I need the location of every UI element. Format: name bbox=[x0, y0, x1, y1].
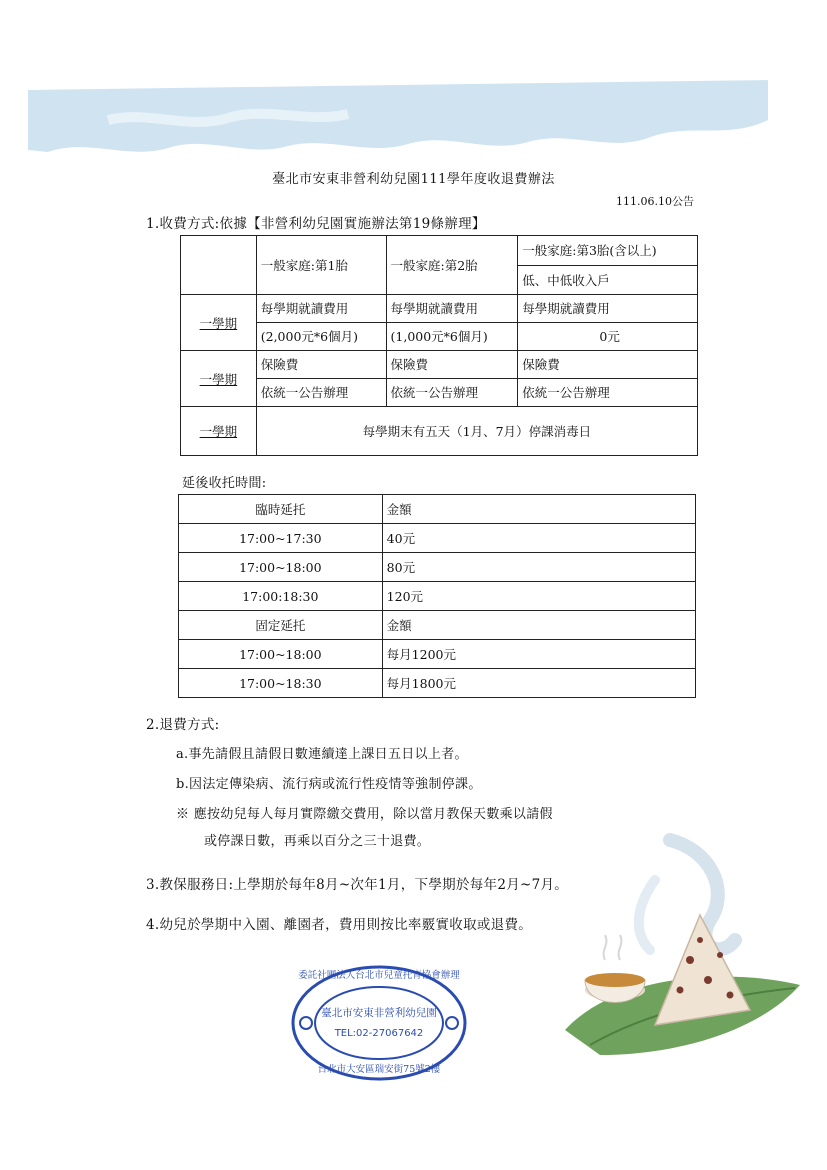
late-pickup-table bbox=[178, 494, 696, 698]
header-third-child: 一般家庭:第3胎(含以上) bbox=[518, 236, 698, 266]
refund-item-a: a.事先請假且請假日數連續達上課日五日以上者。 bbox=[176, 747, 468, 762]
tuition-label: 每學期就讀費用 bbox=[260, 301, 349, 316]
late-time: 臨時延托 bbox=[179, 495, 383, 524]
refund-note-line2: 或停課日數，再乘以百分之三十退費。 bbox=[204, 834, 431, 849]
late-amount: 金額 bbox=[382, 495, 695, 524]
insurance-note: 依統一公告辦理 bbox=[518, 378, 697, 406]
tuition-amount: 0元 bbox=[518, 322, 697, 350]
tuition-amount: (2,000元*6個月) bbox=[257, 322, 386, 350]
term-label: 一學期 bbox=[181, 295, 257, 351]
section-1-heading: 1.收費方式:依據【非營利幼兒園實施辦法第19條辦理】 bbox=[146, 216, 486, 232]
late-time: 17:00:18:30 bbox=[179, 582, 383, 611]
tuition-amount: (1,000元*6個月) bbox=[387, 322, 518, 350]
late-time: 17:00~18:30 bbox=[179, 669, 383, 698]
tuition-label: 每學期就讀費用 bbox=[522, 301, 610, 316]
fee-table bbox=[180, 235, 698, 456]
late-pickup-heading: 延後收托時間: bbox=[182, 476, 267, 491]
term-label: 一學期 bbox=[181, 351, 257, 407]
header-first-child: 一般家庭:第1胎 bbox=[256, 236, 386, 295]
tuition-label: 每學期就讀費用 bbox=[390, 301, 479, 316]
sky-banner bbox=[28, 80, 768, 170]
section-4-text: 4.幼兒於學期中入園、離園者，費用則按比率覈實收取或退費。 bbox=[146, 917, 533, 933]
insurance-label: 保險費 bbox=[522, 357, 560, 372]
insurance-note: 依統一公告辦理 bbox=[257, 378, 386, 406]
document-title: 臺北市安東非營利幼兒園111學年度收退費辦法 bbox=[272, 172, 555, 187]
seal-ring-bottom: 台北市大安區瑞安街75號2樓 bbox=[317, 1064, 441, 1075]
late-amount: 40元 bbox=[382, 524, 695, 553]
fee-corner-cell bbox=[181, 236, 257, 295]
official-seal bbox=[290, 964, 468, 1082]
disinfection-note: 每學期末有五天（1月、7月）停課消毒日 bbox=[256, 407, 697, 456]
late-time: 17:00~17:30 bbox=[179, 524, 383, 553]
header-low-income: 低、中低收入戶 bbox=[518, 265, 698, 295]
late-amount: 120元 bbox=[382, 582, 695, 611]
late-amount: 每月1800元 bbox=[382, 669, 695, 698]
term-label: 一學期 bbox=[181, 407, 257, 456]
refund-item-b: b.因法定傳染病、流行病或流行性疫情等強制停課。 bbox=[176, 777, 482, 792]
section-2-heading: 2.退費方式: bbox=[146, 717, 220, 733]
late-time: 17:00~18:00 bbox=[179, 640, 383, 669]
seal-org-name: 臺北市安東非營利幼兒園 bbox=[321, 1007, 437, 1019]
section-3-text: 3.教保服務日:上學期於每年8月~次年1月，下學期於每年2月~7月。 bbox=[146, 877, 569, 893]
seal-ring-top: 委託社團法人台北市兒童托育協會辦理 bbox=[298, 970, 460, 981]
header-second-child: 一般家庭:第2胎 bbox=[386, 236, 518, 295]
late-amount: 金額 bbox=[382, 611, 695, 640]
late-amount: 每月1200元 bbox=[382, 640, 695, 669]
zongzi-illustration bbox=[560, 820, 810, 1070]
late-time: 固定延托 bbox=[179, 611, 383, 640]
late-amount: 80元 bbox=[382, 553, 695, 582]
insurance-note: 依統一公告辦理 bbox=[387, 378, 518, 406]
insurance-label: 保險費 bbox=[390, 357, 429, 372]
seal-tel: TEL:02-27067642 bbox=[334, 1028, 424, 1039]
refund-note-line1: ※ 應按幼兒每人每月實際繳交費用，除以當月教保天數乘以請假 bbox=[176, 807, 553, 822]
announce-date: 111.06.10公告 bbox=[616, 195, 694, 208]
late-time: 17:00~18:00 bbox=[179, 553, 383, 582]
insurance-label: 保險費 bbox=[260, 357, 299, 372]
